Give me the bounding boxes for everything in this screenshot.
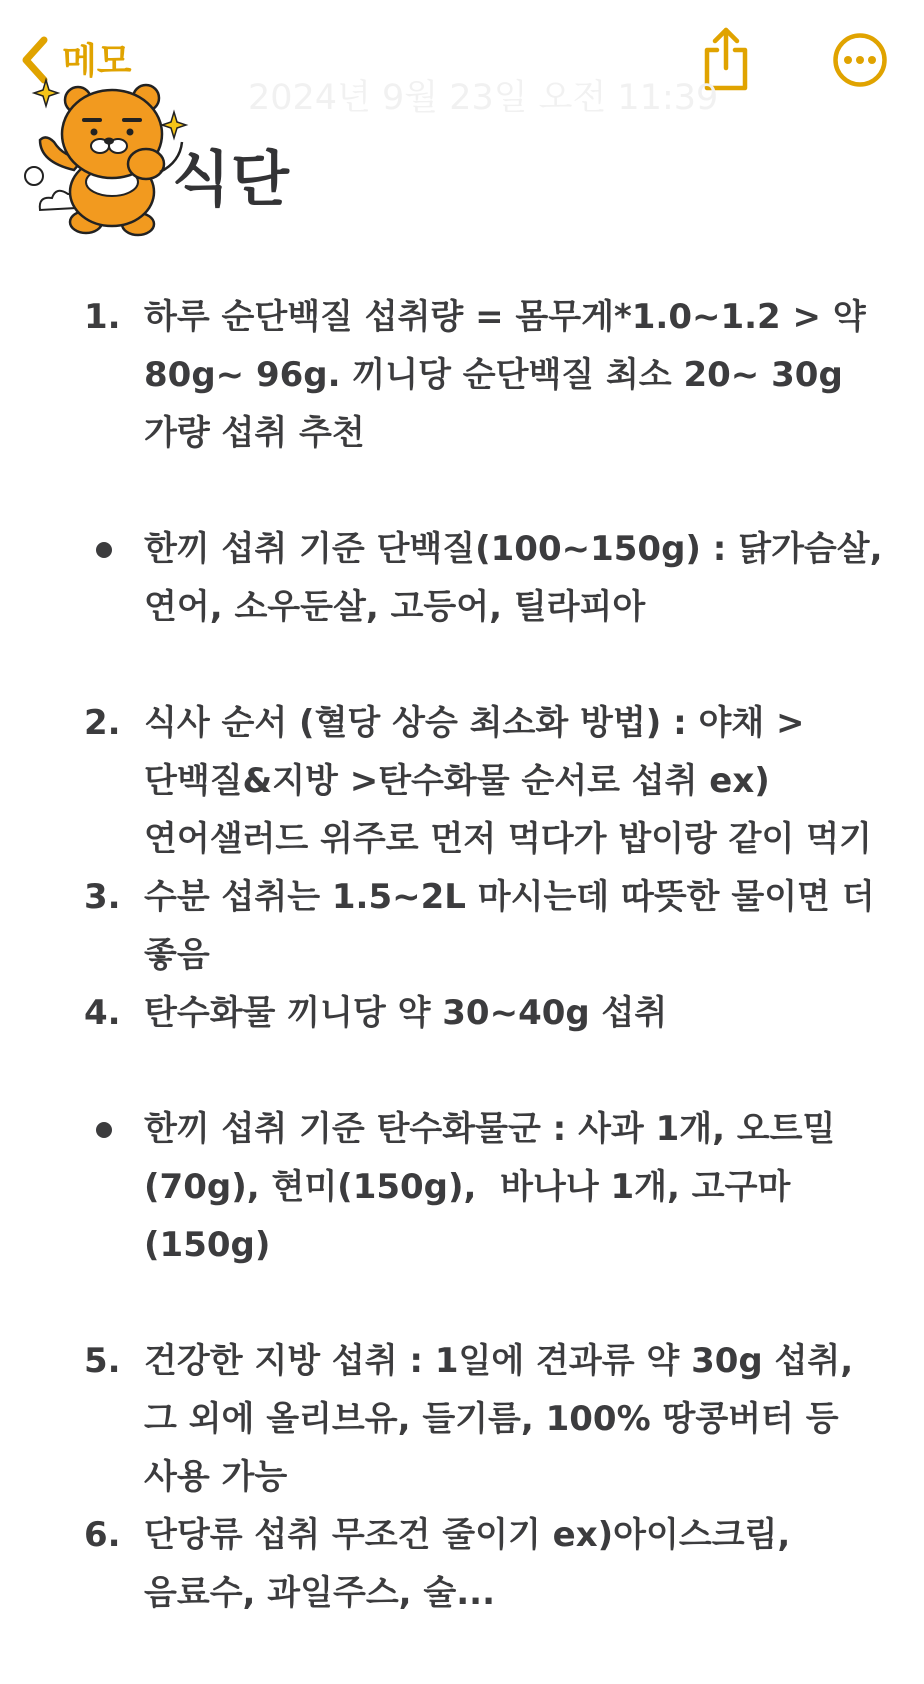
list-item-text: 수분 섭취는 1.5~2L 마시는데 따뜻한 물이면 더 좋음 bbox=[144, 877, 887, 975]
back-label: 메모 bbox=[62, 41, 132, 82]
bullet-item bbox=[84, 520, 895, 636]
list-marker: 4. bbox=[84, 993, 121, 1033]
note-title-text: 식단 bbox=[172, 145, 290, 215]
bear-sticker-icon bbox=[20, 72, 206, 242]
list-item-text: 건강한 지방 섭취 : 1일에 견과류 약 30g 섭취, 그 외에 올리브유, 들기름, 100% 땅콩버터 등 사용 가능 bbox=[144, 1341, 866, 1497]
list-marker: 2. bbox=[84, 703, 121, 743]
list-marker: 6. bbox=[84, 1515, 121, 1555]
list-item bbox=[84, 288, 884, 462]
list-item-text: 하루 순단백질 섭취량 = 몸무게*1.0~1.2 > 약 80g~ 96g. 끼니당 순단백질 최소 20~ 30g 가량 섭취 추천 bbox=[144, 297, 878, 453]
list-item-text: 한끼 섭취 기준 단백질(100~150g) : 닭가슴살, 연어, 소우둔살, 고등어, 틸라피아 bbox=[144, 529, 895, 627]
bullet-item bbox=[84, 1100, 884, 1274]
list-item-text: 단당류 섭취 무조건 줄이기 ex)아이스크림, 음료수, 과일주스, 술... bbox=[144, 1515, 803, 1613]
list-item-text: 한끼 섭취 기준 탄수화물군 : 사과 1개, 오트밀(70g), 현미(150g), 바나나 1개, 고구마(150g) bbox=[144, 1109, 836, 1265]
note-timestamp: 2024년 9월 23일 오전 11:39 bbox=[248, 78, 719, 118]
note-body[interactable] bbox=[84, 288, 895, 1622]
list-item bbox=[84, 694, 884, 868]
list-item bbox=[84, 1506, 884, 1622]
list-marker: 3. bbox=[84, 877, 121, 917]
list-marker: 5. bbox=[84, 1341, 121, 1381]
list-item bbox=[84, 1332, 884, 1506]
list-item-text: 탄수화물 끼니당 약 30~40g 섭취 bbox=[144, 993, 668, 1033]
bullet-icon bbox=[84, 1100, 144, 1158]
list-item-text: 식사 순서 (혈당 상승 최소화 방법) : 야채 > 단백질&지방 >탄수화물 순서로 섭취 ex)연어샐러드 위주로 먼저 먹다가 밥이랑 같이 먹기 bbox=[144, 703, 872, 859]
more-icon[interactable] bbox=[832, 32, 888, 88]
list-item bbox=[84, 984, 884, 1042]
list-item bbox=[84, 868, 887, 984]
bullet-icon bbox=[84, 520, 144, 578]
list-marker: 1. bbox=[84, 297, 121, 337]
